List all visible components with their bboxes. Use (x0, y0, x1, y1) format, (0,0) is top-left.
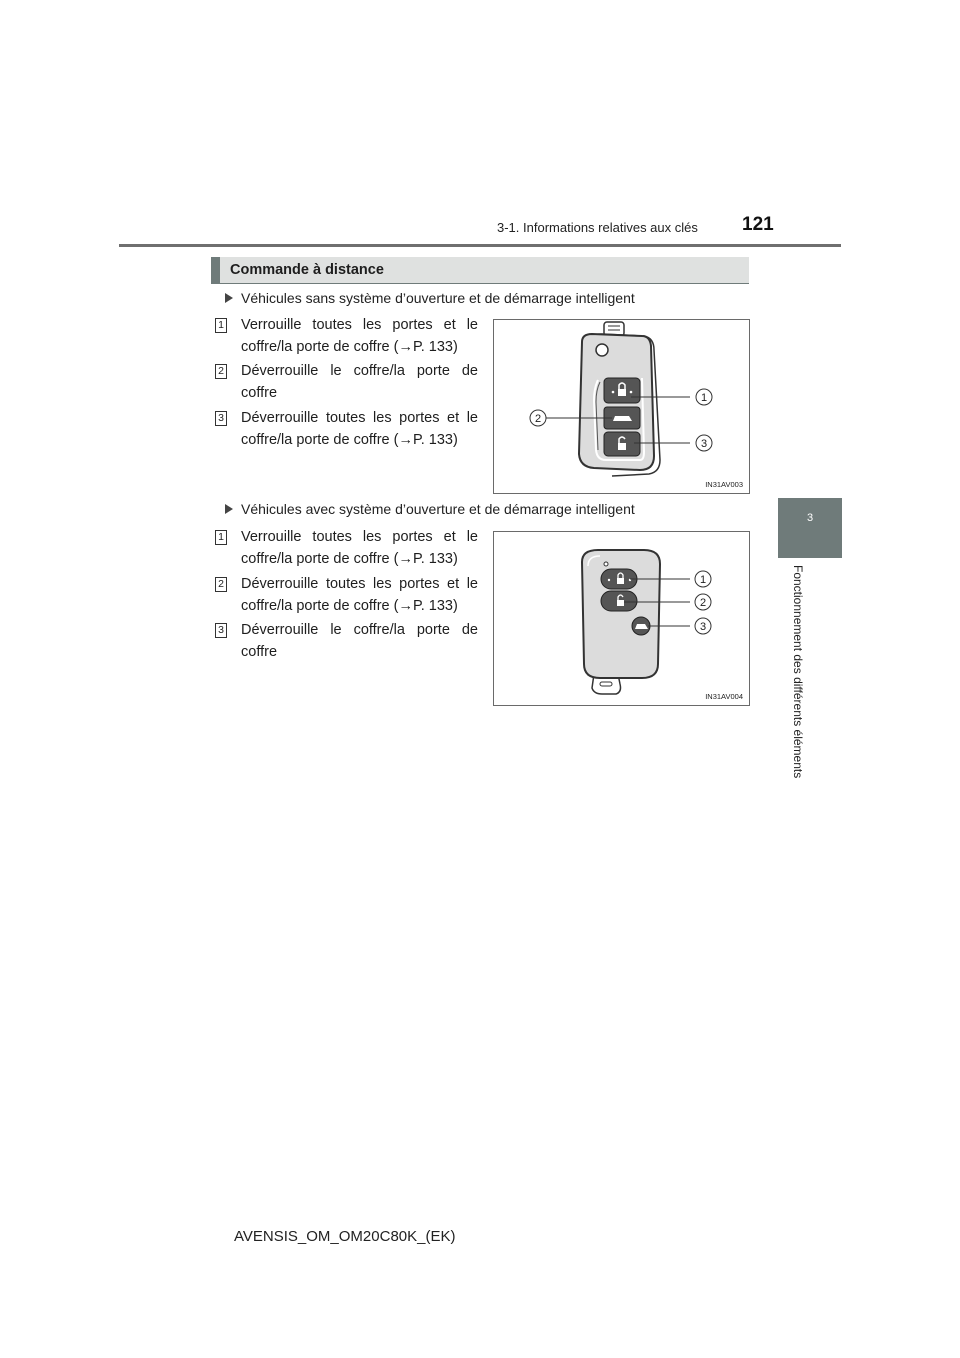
item-number-badge: 3 (215, 411, 227, 426)
flip-key-illustration (494, 320, 749, 493)
item-number-badge: 1 (215, 318, 227, 333)
callout-2-label: 2 (534, 413, 542, 425)
item-description: Déverrouille toutes les portes et le coffre/la porte de coffre (→P. 133) (241, 576, 478, 614)
chapter-tab-number: 3 (806, 512, 814, 524)
item-description: Déverrouille toutes les portes et le coffre/la porte de coffre (→P. 133) (241, 410, 478, 448)
callout-1-label: 1 (700, 392, 708, 404)
callout-1-label: 1 (699, 574, 707, 586)
figure-flip-key (493, 319, 750, 494)
item-number-badge: 3 (215, 623, 227, 638)
page-number: 121 (742, 214, 774, 235)
section-title: Commande à distance (211, 257, 749, 283)
footer-document-id: AVENSIS_OM_OM20C80K_(EK) (234, 1228, 456, 1245)
figure-code: IN31AV004 (705, 692, 743, 701)
subhead-text: Véhicules sans système d’ouverture et de démarrage intelligent (241, 290, 635, 306)
callout-2-label: 2 (699, 597, 707, 609)
triangle-bullet-icon (225, 293, 233, 303)
subhead-with-smart-entry (225, 501, 635, 517)
subhead-without-smart-entry (225, 290, 635, 306)
figure-code: IN31AV003 (705, 480, 743, 489)
item-number-badge: 2 (215, 364, 227, 379)
item-description: Déverrouille le coffre/la porte de coffre (241, 363, 478, 401)
item-description: Verrouille toutes les portes et le coffre/la porte de coffre (→P. 133) (241, 529, 478, 567)
section-title-underline (211, 283, 749, 284)
item-description: Déverrouille le coffre/la porte de coffre (241, 622, 478, 660)
figure-smart-key (493, 531, 750, 706)
item-number-badge: 1 (215, 530, 227, 545)
callout-3-label: 3 (699, 621, 707, 633)
header-rule (119, 244, 841, 247)
item-number-badge: 2 (215, 577, 227, 592)
item-description: Verrouille toutes les portes et le coffre/la porte de coffre (→P. 133) (241, 317, 478, 355)
callout-3-label: 3 (700, 438, 708, 450)
triangle-bullet-icon (225, 504, 233, 514)
chapter-vertical-label: Fonctionnement des différents éléments (791, 565, 805, 779)
subhead-text: Véhicules avec système d’ouverture et de démarrage intelligent (241, 501, 635, 517)
header-section-title: 3-1. Informations relatives aux clés (497, 220, 698, 235)
smart-key-illustration (494, 532, 749, 705)
